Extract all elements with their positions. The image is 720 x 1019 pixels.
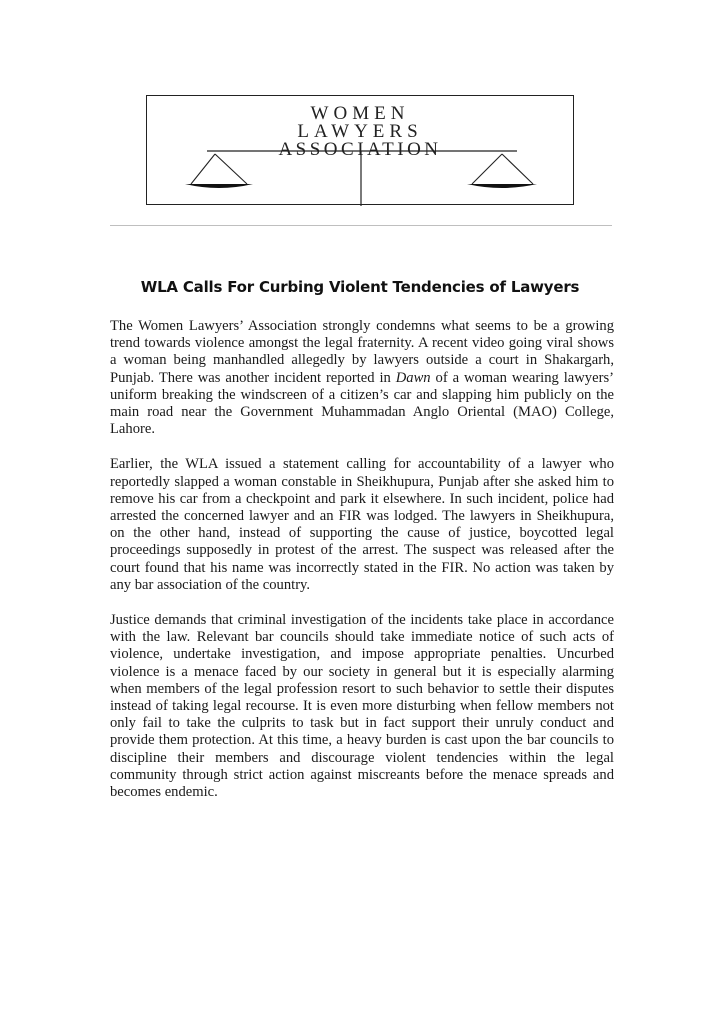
header-divider: [110, 225, 612, 226]
paragraph-2: Earlier, the WLA issued a statement calling for accountability of a lawyer who reportedly slapped a woman constable in Sheikhupura, Punjab after she asked him to remove his car from a checkpoint and park it elsewhere. In such incident, police had arrested the concerned lawyer and an FIR was lodged. The lawyers in Sheikhupura, on the other hand, instead of supporting the cause of justice, boycotted legal proceedings supposedly in protest of the arrest. The suspect was released after the court found that his name was incorrectly stated in the FIR. No action was taken by any bar association of the country.: [110, 456, 614, 593]
paragraph-1-part-2: of a woman wearing lawyers’ uniform breaking the windscreen of a citizen’s car and slapping him publicly on the main road near the Government Muhammadan Anglo Oriental (MAO) College, Lahore.: [110, 369, 614, 438]
association-logo: [146, 95, 574, 205]
paragraph-1: [110, 318, 614, 438]
logo-text-association: ASSOCIATION: [278, 139, 442, 160]
paragraph-1-part-1: The Women Lawyers’ Association strongly condemns what seems to be a growing trend towards violence amongst the legal fraternity. A recent video going viral shows a woman being manhandled allegedly by lawyers outside a court in Shakargarh, Punjab. There was another incident reported in: [110, 318, 614, 386]
logo-text-women: WOMEN: [310, 103, 410, 124]
page-title: WLA Calls For Curbing Violent Tendencies of Lawyers: [140, 278, 580, 296]
paragraph-3: Justice demands that criminal investigation of the incidents take place in accordance with the law. Relevant bar councils should take immediate notice of such acts of violence, undertake investigation, and impose appropriate penalties. Uncurbed violence is a menace faced by our society in general but it is especially alarming when members of the legal profession resort to such behavior to settle their disputes instead of taking legal recourse. It is even more disturbing when fellow members not only fail to take the culprits to task but in fact support their unruly conduct and provide them protection. At this time, a heavy burden is cast upon the bar councils to discipline their members and discourage violent tendencies within the legal community through strict action against miscreants before the menace spreads and becomes endemic.: [110, 612, 614, 801]
logo-text-lawyers: LAWYERS: [297, 121, 423, 142]
paragraph-1-italic-source: Dawn: [395, 369, 431, 386]
statement-body: [110, 318, 614, 819]
